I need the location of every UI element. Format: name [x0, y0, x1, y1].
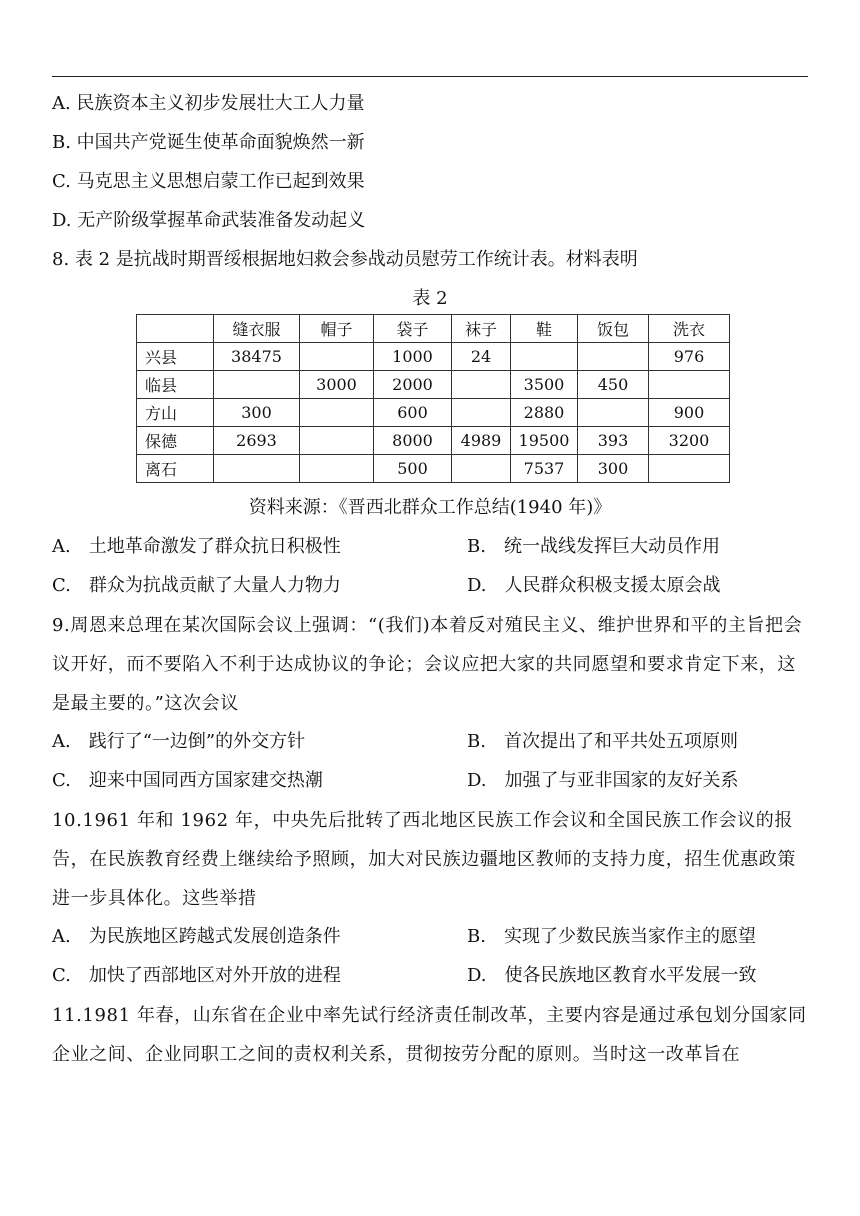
- table-cell: 38475: [214, 343, 300, 371]
- table-cell: 方山: [137, 399, 214, 427]
- table-cell: 3200: [649, 427, 730, 455]
- table-row: [137, 371, 730, 399]
- table-cell: 2000: [374, 371, 452, 399]
- table-row: [137, 455, 730, 483]
- table-cell: [300, 343, 374, 371]
- table-cell: [300, 399, 374, 427]
- table-cell: [300, 427, 374, 455]
- q7-option-d[interactable]: D. 无产阶级掌握革命武装准备发动起义: [52, 210, 366, 231]
- table-cell: [452, 455, 511, 483]
- table-cell: 2693: [214, 427, 300, 455]
- table-cell: [649, 455, 730, 483]
- table-source: 资料来源：《晋西北群众工作总结(1940 年)》: [248, 497, 612, 518]
- q7-option-a[interactable]: A. 民族资本主义初步发展壮大工人力量: [52, 93, 365, 114]
- table-cell: 300: [578, 455, 649, 483]
- q10-option-a[interactable]: A. 为民族地区跨越式发展创造条件: [52, 926, 341, 947]
- q9-option-b[interactable]: B. 首次提出了和平共处五项原则: [467, 731, 738, 752]
- q8-option-b[interactable]: B. 统一战线发挥巨大动员作用: [467, 536, 720, 557]
- table-header-cell: 袜子: [452, 315, 511, 343]
- q8-option-c[interactable]: C. 群众为抗战贡献了大量人力物力: [52, 575, 341, 596]
- table-cell: 保德: [137, 427, 214, 455]
- table-cell: 500: [374, 455, 452, 483]
- table-header-cell: 洗衣: [649, 315, 730, 343]
- table-header-cell: 缝衣服: [214, 315, 300, 343]
- q8-stem: 8. 表 2 是抗战时期晋绥根据地妇救会参战动员慰劳工作统计表。材料表明: [52, 249, 638, 270]
- q9-stem: 9.周恩来总理在某次国际会议上强调：“(我们)本着反对殖民主义、维护世界和平的主旨把会议开好，而不要陷入不利于达成协议的争论；会议应把大家的共同愿望和要求肯定下来，这是最主要的。”这次会议: [52, 615, 803, 714]
- q10-option-c[interactable]: C. 加快了西部地区对外开放的进程: [52, 965, 341, 986]
- table-cell: [300, 455, 374, 483]
- table-cell: [452, 399, 511, 427]
- q8-option-d[interactable]: D. 人民群众积极支援太原会战: [467, 575, 721, 596]
- table-row: [137, 427, 730, 455]
- table-header-row: [137, 315, 730, 343]
- table-cell: 976: [649, 343, 730, 371]
- table-cell: [214, 371, 300, 399]
- table-cell: 兴县: [137, 343, 214, 371]
- table-cell: [214, 455, 300, 483]
- table-cell: 393: [578, 427, 649, 455]
- table-header-cell: 鞋: [511, 315, 578, 343]
- table-cell: 900: [649, 399, 730, 427]
- table-cell: 1000: [374, 343, 452, 371]
- q10-option-d[interactable]: D. 使各民族地区教育水平发展一致: [467, 965, 757, 986]
- q10-option-b[interactable]: B. 实现了少数民族当家作主的愿望: [467, 926, 756, 947]
- table-cell: 离石: [137, 455, 214, 483]
- table-cell: [511, 343, 578, 371]
- table-cell: [578, 343, 649, 371]
- q9-option-c[interactable]: C. 迎来中国同西方国家建交热潮: [52, 770, 323, 791]
- table-cell: 19500: [511, 427, 578, 455]
- table-cell: [649, 371, 730, 399]
- q9-option-d[interactable]: D. 加强了与亚非国家的友好关系: [467, 770, 739, 791]
- header-rule: [52, 76, 808, 77]
- table-cell: [578, 399, 649, 427]
- q7-option-c[interactable]: C. 马克思主义思想启蒙工作已起到效果: [52, 171, 365, 192]
- table-header-cell: 饭包: [578, 315, 649, 343]
- table-header-cell: 帽子: [300, 315, 374, 343]
- table-cell: 450: [578, 371, 649, 399]
- table-cell: 临县: [137, 371, 214, 399]
- q10-stem: 10.1961 年和 1962 年，中央先后批转了西北地区民族工作会议和全国民族工作会议的报告，在民族教育经费上继续给予照顾，加大对民族边疆地区教师的支持力度，招生优惠政策进一步具体化。这些举措: [52, 810, 796, 909]
- table-cell: 24: [452, 343, 511, 371]
- table-cell: 600: [374, 399, 452, 427]
- table-header-cell: 袋子: [374, 315, 452, 343]
- table-row: [137, 343, 730, 371]
- table-cell: 300: [214, 399, 300, 427]
- table-caption: 表 2: [412, 288, 448, 309]
- q11-stem: 11.1981 年春，山东省在企业中率先试行经济责任制改革，主要内容是通过承包划分国家同企业之间、企业同职工之间的责权利关系，贯彻按劳分配的原则。当时这一改革旨在: [52, 1005, 807, 1065]
- table-header-cell: [137, 315, 214, 343]
- table-cell: 3000: [300, 371, 374, 399]
- table-cell: 7537: [511, 455, 578, 483]
- table-cell: 3500: [511, 371, 578, 399]
- table-row: [137, 399, 730, 427]
- table-cell: 8000: [374, 427, 452, 455]
- q7-option-b[interactable]: B. 中国共产党诞生使革命面貌焕然一新: [52, 132, 365, 153]
- table-cell: 4989: [452, 427, 511, 455]
- q9-option-a[interactable]: A. 践行了“一边倒”的外交方针: [52, 731, 306, 752]
- stats-table: [136, 314, 730, 483]
- table-cell: 2880: [511, 399, 578, 427]
- q8-option-a[interactable]: A. 土地革命激发了群众抗日积极性: [52, 536, 341, 557]
- table-cell: [452, 371, 511, 399]
